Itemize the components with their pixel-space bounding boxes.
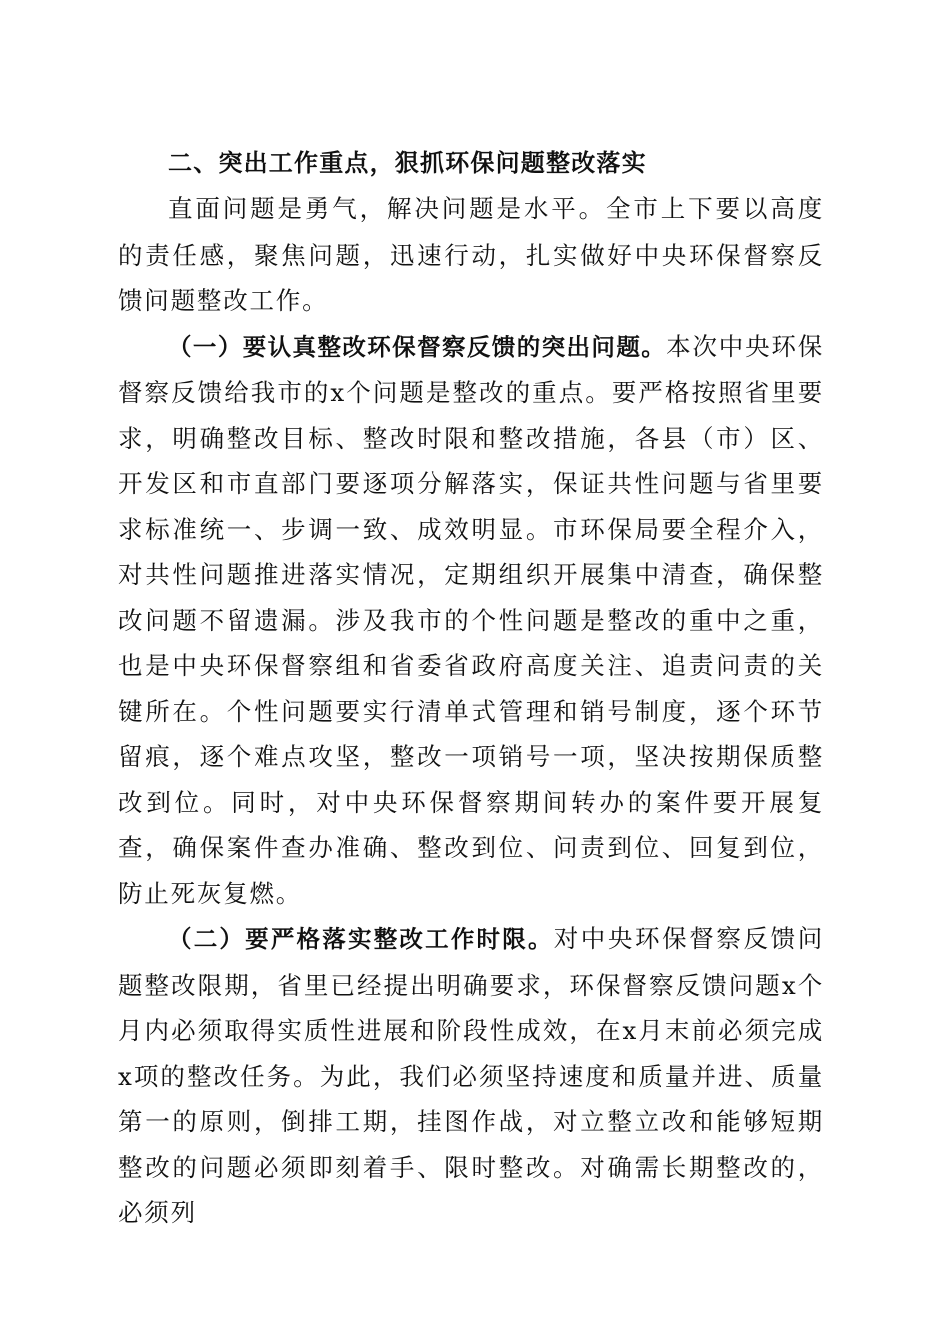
paragraph-text: 对中央环保督察反馈问题整改限期，省里已经提出明确要求，环保督察反馈问题x个月内必须取得实质性进展和阶段性成效，在x月末前必须完成x项的整改任务。为此，我们必须坚持速度和质量并进、质量第一的原则，倒排工期，挂图作战，对立整立改和能够短期整改的问题必须即刻着手、限时整改。对确需长期整改的，必须列 [118,924,824,1227]
paragraph-intro [118,186,824,324]
paragraph-lead: （二）要严格落实整改工作时限。 [168,925,554,953]
document-body [118,140,824,1236]
paragraph-item-1 [118,324,824,917]
paragraph-text: 本次中央环保督察反馈给我市的x个问题是整改的重点。要严格按照省里要求，明确整改目标、整改时限和整改措施，各县（市）区、开发区和市直部门要逐项分解落实，保证共性问题与省里要求标准统一、步调一致、成效明显。市环保局要全程介入，对共性问题推进落实情况，定期组织开展集中清查，确保整改问题不留遗漏。涉及我市的个性问题是整改的重中之重，也是中央环保督察组和省委省政府高度关注、追责问责的关键所在。个性问题要实行清单式管理和销号制度，逐个环节留痕，逐个难点攻坚，整改一项销号一项，坚决按期保质整改到位。同时，对中央环保督察期间转办的案件要开展复查，确保案件查办准确、整改到位、问责到位、回复到位，防止死灰复燃。 [118,331,824,908]
section-heading: 二、突出工作重点，狠抓环保问题整改落实 [168,149,647,177]
paragraph-text: 直面问题是勇气，解决问题是水平。全市上下要以高度的责任感，聚焦问题，迅速行动，扎实做好中央环保督察反馈问题整改工作。 [118,194,824,315]
paragraph-lead: （一）要认真整改环保督察反馈的突出问题。 [168,332,667,361]
paragraph-item-2 [118,916,824,1236]
